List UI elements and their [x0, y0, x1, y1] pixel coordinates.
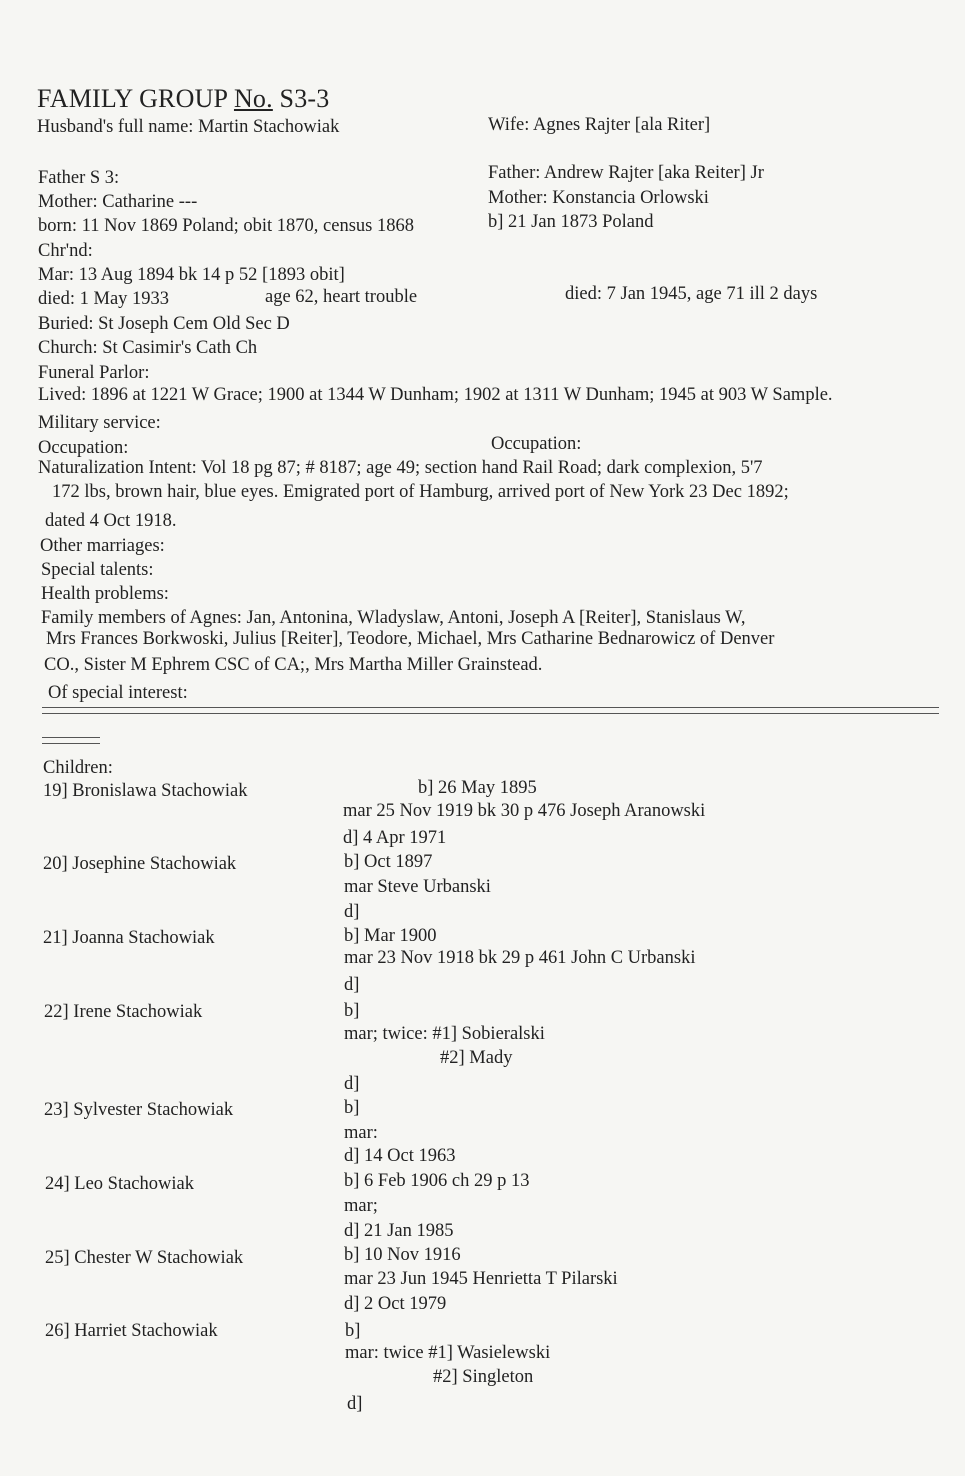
child-second-marriage: #2] Mady: [440, 1048, 513, 1068]
naturalization-line-1: Naturalization Intent: Vol 18 pg 87; # 8187; age 49; section hand Rail Road; dark complexion, 5'7: [38, 458, 763, 478]
child-married: mar Steve Urbanski: [344, 877, 491, 897]
naturalization-line-3: dated 4 Oct 1918.: [45, 511, 177, 531]
husband-occupation: Occupation:: [38, 438, 129, 458]
child-name: 21] Joanna Stachowiak: [43, 928, 215, 948]
child-born: b] Oct 1897: [344, 852, 433, 872]
child-married: mar:: [344, 1123, 378, 1143]
husband-born: born: 11 Nov 1869 Poland; obit 1870, census 1868: [38, 216, 414, 236]
child-died: d]: [347, 1394, 363, 1414]
child-name: 20] Josephine Stachowiak: [43, 854, 237, 874]
child-died: d] 2 Oct 1979: [344, 1294, 447, 1314]
child-name: 24] Leo Stachowiak: [45, 1174, 194, 1194]
child-name: 19] Bronislawa Stachowiak: [43, 781, 248, 801]
husband-marriage: Mar: 13 Aug 1894 bk 14 p 52 [1893 obit]: [38, 265, 345, 285]
child-died: d] 14 Oct 1963: [344, 1146, 456, 1166]
wife-father: Father: Andrew Rajter [aka Reiter] Jr: [488, 163, 764, 183]
husband-died: died: 1 May 1933: [38, 289, 170, 309]
husband-full-name: Husband's full name: Martin Stachowiak: [37, 117, 340, 137]
special-interest: Of special interest:: [48, 683, 188, 703]
naturalization-line-2: 172 lbs, brown hair, blue eyes. Emigrated port of Hamburg, arrived port of New York 23 Dec 1892;: [52, 482, 789, 502]
wife-mother: Mother: Konstancia Orlowski: [488, 188, 709, 208]
child-born: b] 10 Nov 1916: [344, 1245, 461, 1265]
title-prefix: FAMILY GROUP: [37, 84, 234, 113]
wife-born: b] 21 Jan 1873 Poland: [488, 212, 654, 232]
child-name: 23] Sylvester Stachowiak: [44, 1100, 234, 1120]
child-born: b]: [344, 1098, 360, 1118]
child-born: b] 6 Feb 1906 ch 29 p 13: [344, 1171, 530, 1191]
other-marriages: Other marriages:: [40, 536, 165, 556]
child-married: mar; twice: #1] Sobieralski: [344, 1024, 545, 1044]
husband-funeral-parlor: Funeral Parlor:: [38, 363, 150, 383]
child-born: b] Mar 1900: [344, 926, 437, 946]
page-title: [37, 84, 329, 114]
child-name: 25] Chester W Stachowiak: [45, 1248, 244, 1268]
husband-died-note: age 62, heart trouble: [265, 287, 418, 307]
child-died: d]: [344, 975, 360, 995]
child-born: b] 26 May 1895: [418, 778, 537, 798]
wife-name: Wife: Agnes Rajter [ala Riter]: [488, 115, 711, 135]
child-born: b]: [344, 1001, 360, 1021]
child-died: d] 21 Jan 1985: [344, 1221, 454, 1241]
child-married: mar 23 Nov 1918 bk 29 p 461 John C Urbanski: [344, 948, 696, 968]
section-divider-tail: [42, 737, 100, 744]
section-divider: [42, 707, 939, 714]
child-died: d]: [344, 902, 360, 922]
family-members-line-3: CO., Sister M Ephrem CSC of CA;, Mrs Martha Miller Grainstead.: [44, 655, 543, 675]
title-number: S3-3: [272, 84, 330, 113]
husband-buried: Buried: St Joseph Cem Old Sec D: [38, 314, 290, 334]
child-died: d] 4 Apr 1971: [343, 828, 447, 848]
family-members-line-2: Mrs Frances Borkwoski, Julius [Reiter], Teodore, Michael, Mrs Catharine Bednarowicz of Denver: [46, 629, 775, 649]
special-talents: Special talents:: [41, 560, 154, 580]
child-married: mar 23 Jun 1945 Henrietta T Pilarski: [344, 1269, 618, 1289]
health-problems: Health problems:: [41, 584, 169, 604]
husband-mother: Mother: Catharine ---: [38, 192, 198, 212]
husband-church: Church: St Casimir's Cath Ch: [38, 338, 258, 358]
child-born: b]: [345, 1321, 361, 1341]
child-name: 26] Harriet Stachowiak: [45, 1321, 218, 1341]
child-married: mar;: [344, 1196, 378, 1216]
child-married: mar: twice #1] Wasielewski: [345, 1343, 551, 1363]
child-married: mar 25 Nov 1919 bk 30 p 476 Joseph Aranowski: [343, 801, 706, 821]
child-second-marriage: #2] Singleton: [433, 1367, 534, 1387]
residence-history: Lived: 1896 at 1221 W Grace; 1900 at 1344 W Dunham; 1902 at 1311 W Dunham; 1945 at 903 W Sample.: [38, 385, 833, 405]
child-name: 22] Irene Stachowiak: [44, 1002, 203, 1022]
husband-christened: Chr'nd:: [38, 241, 93, 261]
family-members-line-1: Family members of Agnes: Jan, Antonina, Wladyslaw, Antoni, Joseph A [Reiter], Stanislaus W,: [41, 608, 746, 628]
wife-died: died: 7 Jan 1945, age 71 ill 2 days: [565, 284, 818, 304]
title-number-label: No.: [233, 84, 273, 113]
husband-father: Father S 3:: [38, 168, 120, 188]
children-label: Children:: [43, 758, 113, 778]
child-died: d]: [344, 1074, 360, 1094]
military-service: Military service:: [38, 413, 161, 433]
wife-occupation: Occupation:: [491, 434, 582, 454]
